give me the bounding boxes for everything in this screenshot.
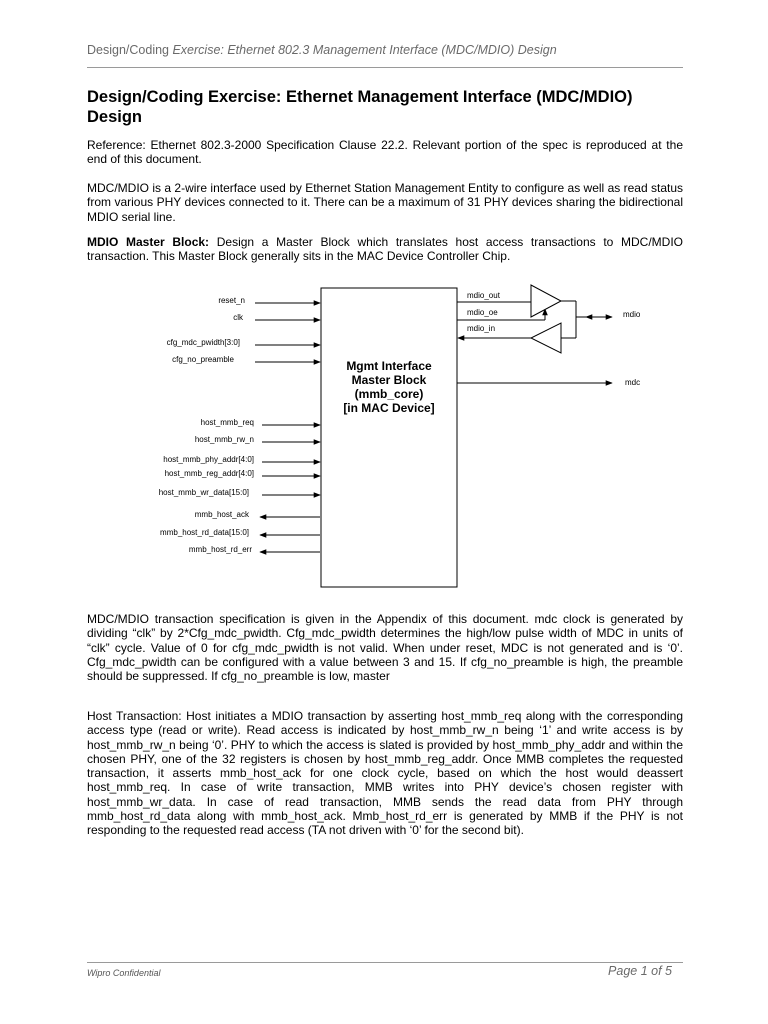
signal-label-host-mmb-rw-n: host_mmb_rw_n [194,435,254,444]
output-buffer-icon [531,285,561,317]
block-label-4: [in MAC Device] [343,401,435,415]
signal-label-mdio: mdio [623,310,641,319]
signal-label-host-mmb-wr-data: host_mmb_wr_data[15:0] [158,488,249,497]
footer-page-number: Page 1 of 5 [608,964,672,978]
signal-label-mdio-out: mdio_out [467,291,500,300]
signal-label-mmb-host-rd-data: mmb_host_rd_data[15:0] [160,528,249,537]
signal-label-reset-n: reset_n [218,296,245,305]
spec-paragraph: MDC/MDIO transaction specification is given in the Appendix of this document. mdc clock is generated by dividing “clk” by 2*Cfg_mdc_pwidth. Cfg_mdc_pwidth determines the high/low pulse width of MDC in units of “clk” cycle. Value of 0 for cfg_mdc_pwidth is not valid. When under reset, MDC is not generated and is ‘0’. Cfg_mdc_pwidth can be configured with a value between 3 and 15. If cfg_no_preamble is high, the preamble should be suppressed. If cfg_no_preamble is low, master [87,612,683,684]
reference-paragraph: Reference: Ethernet 802.3-2000 Specification Clause 22.2. Relevant portion of the spec is reproduced at the end of this document. [87,138,683,167]
signal-label-mmb-host-ack: mmb_host_ack [194,510,249,519]
signal-label-mmb-host-rd-err: mmb_host_rd_err [188,545,252,554]
host-transaction-paragraph: Host Transaction: Host initiates a MDIO transaction by asserting host_mmb_req along with the corresponding access type (read or write). Read access is indicated by host_mmb_rw_n being ‘1’ and write access is by host_mmb_rw_n being ‘0’. PHY to which the access is slated is provided by host_mmb_phy_addr and within the chosen PHY, one of the 32 registers is chosen by host_mmb_reg_addr. Once MMB completes the requested transaction, it asserts mmb_host_ack for one clock cycle, based on which the host would deassert host_mmb_req. In case of write transaction, MMB writes into PHY device’s chosen register with host_mmb_wr_data. In case of read transaction, MMB sends the read data from PHY through mmb_host_rd_data along with mmb_host_ack. Mmb_host_rd_err is generated by MMB if the PHY is not responding to the requested read access (TA not driven with ‘0’ for the second bit). [87,709,683,838]
block-label-2: Master Block [351,373,427,387]
master-block-label: MDIO Master Block: [87,235,210,249]
signal-label-host-mmb-req: host_mmb_req [200,418,254,427]
master-block-text: Design a Master Block which translates host access transactions to MDC/MDIO transaction. This Master Block generally sits in the MAC Device Controller Chip. [87,235,683,264]
intro-paragraph: MDC/MDIO is a 2-wire interface used by Ethernet Station Management Entity to configure as well as read status from various PHY devices connected to it. There can be a maximum of 31 PHY devices sharing the bidirectional MDIO serial line. [87,181,683,224]
running-header-lead: Design/Coding [87,43,173,57]
block-label-3: (mmb_core) [354,387,424,401]
running-header-italic: Exercise: Ethernet 802.3 Management Interface (MDC/MDIO) Design [172,43,557,57]
document-title: Design/Coding Exercise: Ethernet Management Interface (MDC/MDIO) Design [87,88,633,126]
signal-label-host-mmb-phy-addr: host_mmb_phy_addr[4:0] [163,455,254,464]
signal-label-clk: clk [233,313,243,322]
signal-label-cfg-mdc-pwidth: cfg_mdc_pwidth[3:0] [166,338,240,347]
signal-label-cfg-no-preamble: cfg_no_preamble [172,355,234,364]
signal-label-host-mmb-reg-addr: host_mmb_reg_addr[4:0] [164,469,254,478]
block-label-1: Mgmt Interface [346,359,432,373]
signal-label-mdio-in: mdio_in [467,324,496,333]
footer-confidential: Wipro Confidential [87,968,161,978]
signal-label-mdio-oe: mdio_oe [467,308,498,317]
input-buffer-icon [531,323,561,353]
master-block-box [321,288,457,587]
footer-rule [87,962,683,963]
signal-label-mdc: mdc [625,378,641,387]
